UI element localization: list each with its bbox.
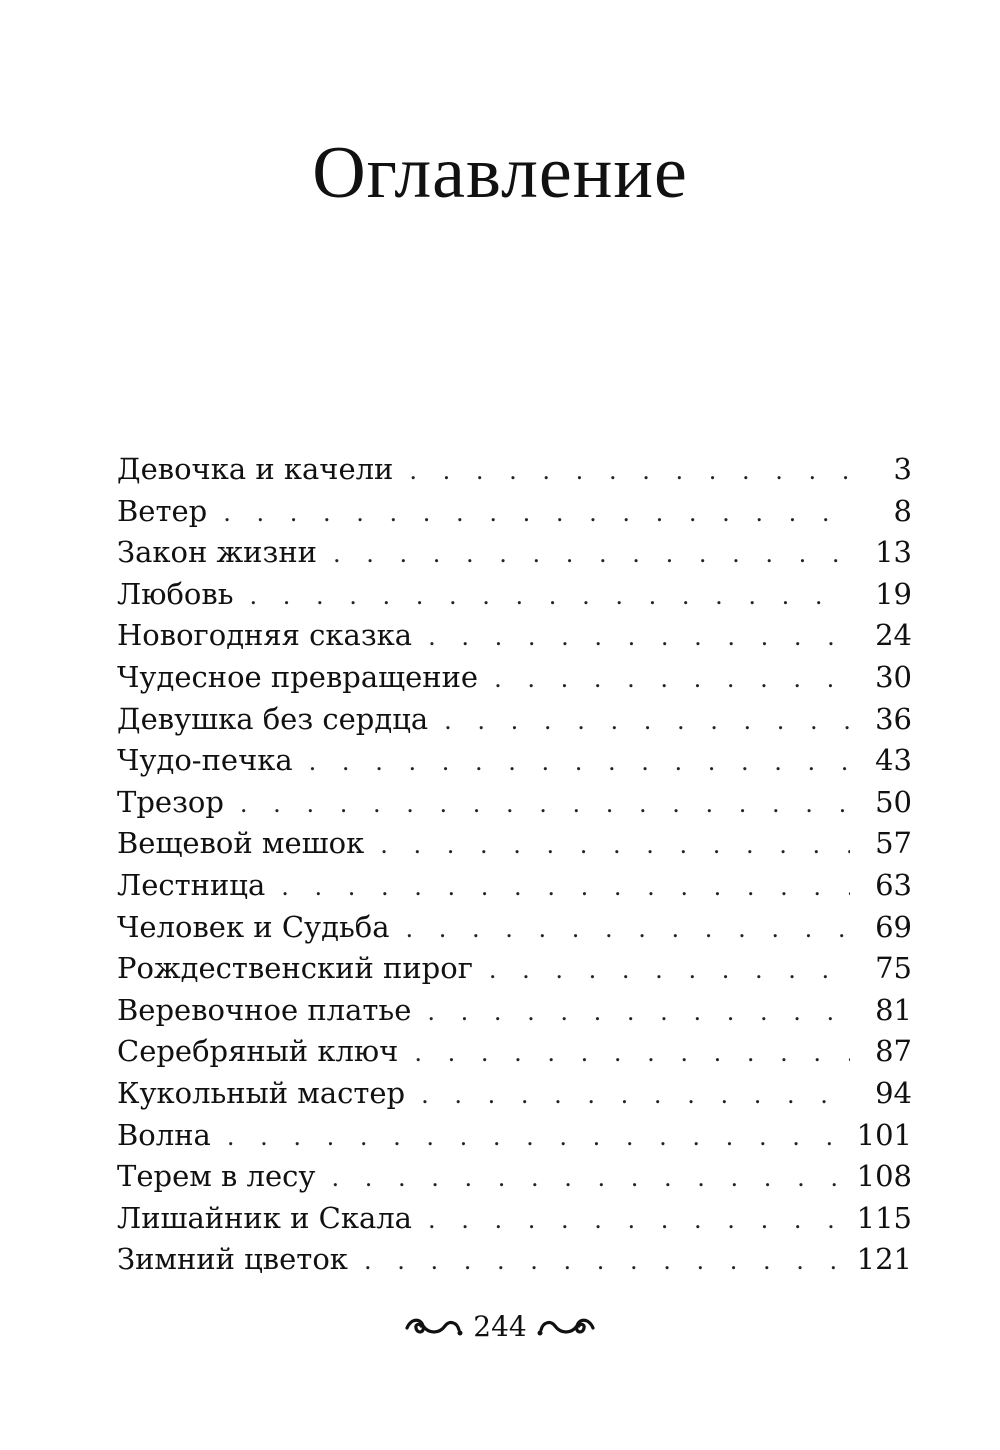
dot-leader xyxy=(421,1075,850,1117)
toc-entry-title: Закон жизни xyxy=(117,535,317,570)
page-folio xyxy=(0,1310,1000,1343)
toc-entry-page: 13 xyxy=(875,535,912,570)
toc-entry-title: Чудо-печка xyxy=(117,743,293,778)
toc-entry xyxy=(117,1198,912,1240)
toc-entry-title: Человек и Судьба xyxy=(117,909,390,944)
toc-entry xyxy=(117,491,912,533)
toc-entry xyxy=(117,990,912,1032)
toc-entry-page: 50 xyxy=(875,784,912,819)
toc-entry xyxy=(117,823,912,865)
dot-leader xyxy=(364,1241,850,1283)
toc-entry-page: 19 xyxy=(875,576,912,611)
toc-entry xyxy=(117,1115,912,1157)
toc-entry xyxy=(117,740,912,782)
toc-entry xyxy=(117,1239,912,1281)
toc-entry-title: Зимний цветок xyxy=(117,1242,348,1277)
toc-entry-title: Трезор xyxy=(117,784,224,819)
dot-leader xyxy=(223,493,850,535)
dot-leader xyxy=(405,909,850,951)
toc-entry xyxy=(117,782,912,824)
toc-entry-title: Терем в лесу xyxy=(117,1159,316,1194)
toc-entry-page: 75 xyxy=(875,951,912,986)
dot-leader xyxy=(333,534,850,576)
toc-entry-page: 3 xyxy=(893,452,912,486)
page-number: 244 xyxy=(473,1310,527,1343)
toc-entry-page: 87 xyxy=(875,1034,912,1069)
dot-leader xyxy=(380,825,850,867)
dot-leader xyxy=(331,1158,850,1200)
toc-entry-page: 24 xyxy=(875,618,912,653)
toc-entry xyxy=(117,699,912,741)
toc-entry-page: 43 xyxy=(875,743,912,778)
toc-entry-page: 81 xyxy=(875,992,912,1027)
dot-leader xyxy=(309,742,850,784)
toc-entry-page: 115 xyxy=(856,1200,912,1235)
toc-entry xyxy=(117,1156,912,1198)
toc-entry-page: 57 xyxy=(875,826,912,861)
toc-entry-title: Лишайник и Скала xyxy=(117,1200,412,1235)
dot-leader xyxy=(444,701,850,743)
toc-entry xyxy=(117,865,912,907)
toc-entry xyxy=(117,574,912,616)
page-title: Оглавление xyxy=(312,132,688,214)
dot-leader xyxy=(240,784,850,826)
toc-entry xyxy=(117,948,912,990)
dot-leader xyxy=(494,659,850,701)
toc-entry xyxy=(117,907,912,949)
dot-leader xyxy=(489,950,850,992)
dot-leader xyxy=(227,1117,850,1159)
toc-entry-title: Кукольный мастер xyxy=(117,1075,406,1110)
toc-entry-title: Чудесное превращение xyxy=(117,659,479,694)
swirl-ornament-icon xyxy=(537,1314,595,1340)
dot-leader xyxy=(249,576,850,618)
toc-entry-title: Серебряный ключ xyxy=(117,1034,399,1069)
toc-entry-page: 63 xyxy=(875,867,912,902)
toc-entry xyxy=(117,449,912,491)
toc-entry-page: 30 xyxy=(875,659,912,694)
dot-leader xyxy=(428,617,850,659)
toc-entry-page: 36 xyxy=(875,701,912,736)
toc-entry-title: Лестница xyxy=(117,867,266,902)
toc-entry xyxy=(117,1031,912,1073)
toc-entry xyxy=(117,1073,912,1115)
toc-entry-page: 101 xyxy=(856,1117,912,1152)
toc-entry-title: Рождественский пирог xyxy=(117,951,473,986)
dot-leader xyxy=(414,1033,850,1075)
toc-entry-title: Девушка без сердца xyxy=(117,701,429,736)
toc-entry-title: Веревочное платье xyxy=(117,992,412,1027)
dot-leader xyxy=(409,451,850,493)
toc-entry xyxy=(117,657,912,699)
toc-entry-title: Вещевой мешок xyxy=(117,826,365,861)
toc-entry xyxy=(117,532,912,574)
toc-entry xyxy=(117,615,912,657)
dot-leader xyxy=(428,1200,850,1242)
toc-entry-page: 94 xyxy=(875,1075,912,1110)
toc-entry-page: 121 xyxy=(856,1242,912,1277)
toc-entry-page: 8 xyxy=(893,493,912,528)
swirl-ornament-icon xyxy=(405,1314,463,1340)
toc-entry-title: Новогодняя сказка xyxy=(117,618,413,653)
dot-leader xyxy=(427,992,850,1034)
toc-entry-page: 108 xyxy=(856,1159,912,1194)
toc-entry-page: 69 xyxy=(875,909,912,944)
table-of-contents xyxy=(117,449,912,1281)
toc-entry-title: Волна xyxy=(117,1117,211,1152)
toc-entry-title: Любовь xyxy=(117,576,234,611)
toc-entry-title: Ветер xyxy=(117,493,208,528)
dot-leader xyxy=(281,867,850,909)
toc-entry-title: Девочка и качели xyxy=(117,452,394,486)
